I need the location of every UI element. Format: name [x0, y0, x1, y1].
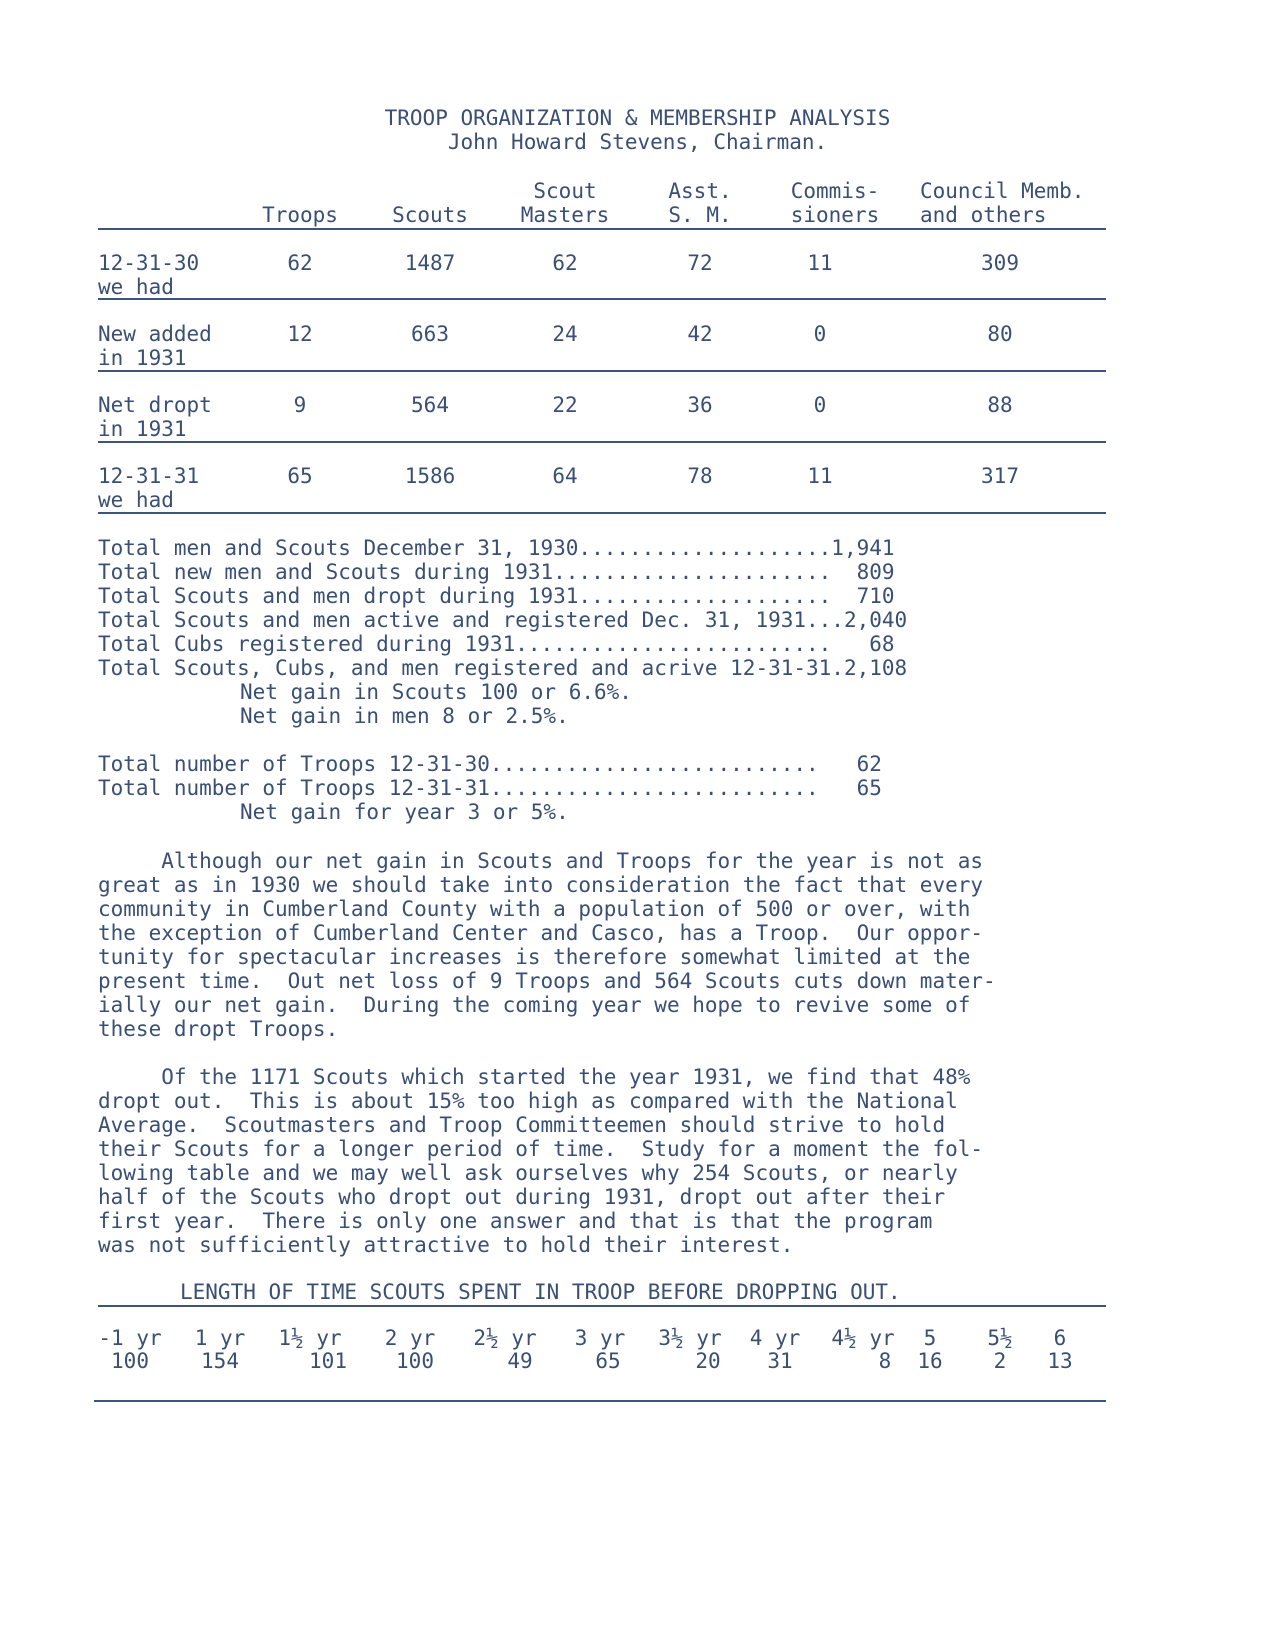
cell-commissioners: 11	[807, 251, 833, 275]
cell-scouts: 1487	[404, 251, 456, 275]
paragraph-line: was not sufficiently attractive to hold their interest.	[98, 1233, 794, 1257]
col-header-troops: Troops	[262, 203, 338, 227]
period-count: 100	[396, 1349, 434, 1373]
cell-scoutmasters: 22	[552, 393, 578, 417]
paragraph-line: first year. There is only one answer and that is that the program	[98, 1209, 933, 1233]
paragraph-line: Of the 1171 Scouts which started the year 1931, we find that 48%	[98, 1065, 971, 1089]
col-header-asst-sm-top: Asst.	[668, 179, 732, 203]
period-count: 8	[878, 1349, 892, 1373]
col-header-scoutmasters-bottom: Masters	[520, 203, 610, 227]
paragraph-line: lowing table and we may well ask ourselves why 254 Scouts, or nearly	[98, 1161, 958, 1185]
period-count: 20	[695, 1349, 721, 1373]
cell-council: 80	[987, 322, 1013, 346]
troop-net-gain-line: Net gain for year 3 or 5%.	[240, 800, 569, 824]
cell-council: 309	[981, 251, 1019, 275]
cell-scouts: 564	[411, 393, 449, 417]
col-header-scouts: Scouts	[392, 203, 468, 227]
period-count: 31	[767, 1349, 793, 1373]
cell-asst-sm: 72	[687, 251, 713, 275]
period-count: 65	[595, 1349, 621, 1373]
cell-commissioners: 0	[813, 322, 827, 346]
cell-scoutmasters: 24	[552, 322, 578, 346]
paragraph-line: great as in 1930 we should take into consideration the fact that every	[98, 873, 984, 897]
paragraph-line: tunity for spectacular increases is therefore somewhat limited at the	[98, 945, 971, 969]
table-bottom-rule	[98, 512, 1106, 514]
period-label: 4 yr	[749, 1326, 801, 1350]
col-header-commissioners-bottom: sioners	[790, 203, 880, 227]
cell-commissioners: 11	[807, 464, 833, 488]
net-gain-line: Net gain in Scouts 100 or 6.6%.	[240, 680, 632, 704]
row-rule	[98, 370, 1106, 372]
period-label: 6	[1053, 1326, 1067, 1350]
paragraph-line: Average. Scoutmasters and Troop Committeemen should strive to hold	[98, 1113, 946, 1137]
total-line: Total new men and Scouts during 1931...................... 809	[98, 560, 895, 584]
row-rule	[98, 298, 1106, 300]
cell-commissioners: 0	[813, 393, 827, 417]
cell-asst-sm: 42	[687, 322, 713, 346]
col-header-scoutmasters-top: Scout	[533, 179, 597, 203]
cell-scouts: 1586	[404, 464, 456, 488]
total-line: Total men and Scouts December 31, 1930....................1,941	[98, 536, 895, 560]
period-label: 4½ yr	[831, 1326, 895, 1350]
cell-troops: 65	[287, 464, 313, 488]
period-count: 100	[111, 1349, 149, 1373]
length-table-bottom-rule	[94, 1400, 1106, 1402]
cell-asst-sm: 36	[687, 393, 713, 417]
table-header-rule	[98, 228, 1106, 230]
row-label-sub: in 1931	[98, 417, 187, 441]
cell-troops: 9	[293, 393, 307, 417]
paragraph-line: these dropt Troops.	[98, 1017, 339, 1041]
period-label: 3 yr	[574, 1326, 626, 1350]
row-label-sub: in 1931	[98, 346, 187, 370]
paragraph-line: ially our net gain. During the coming year we hope to revive some of	[98, 993, 971, 1017]
length-table-title: LENGTH OF TIME SCOUTS SPENT IN TROOP BEFORE DROPPING OUT.	[180, 1280, 901, 1304]
net-gain-line: Net gain in men 8 or 2.5%.	[240, 704, 569, 728]
period-count: 16	[917, 1349, 943, 1373]
row-rule	[98, 441, 1106, 443]
total-line: Total Cubs registered during 1931......................... 68	[98, 632, 895, 656]
period-label: -1 yr	[98, 1326, 162, 1350]
paragraph-line: their Scouts for a longer period of time. Study for a moment the fol-	[98, 1137, 984, 1161]
period-count: 2	[993, 1349, 1007, 1373]
period-label: 3½ yr	[658, 1326, 722, 1350]
row-label: New added	[98, 322, 212, 346]
paragraph-line: the exception of Cumberland Center and Casco, has a Troop. Our oppor-	[98, 921, 984, 945]
paragraph-line: present time. Out net loss of 9 Troops and 564 Scouts cuts down mater-	[98, 969, 996, 993]
col-header-council-bottom: and others	[920, 203, 1047, 227]
cell-council: 88	[987, 393, 1013, 417]
cell-council: 317	[981, 464, 1019, 488]
troop-total-line: Total number of Troops 12-31-31.......................... 65	[98, 776, 882, 800]
paragraph-line: dropt out. This is about 15% too high as compared with the National	[98, 1089, 958, 1113]
period-label: 5½	[987, 1326, 1013, 1350]
paragraph-line: Although our net gain in Scouts and Troops for the year is not as	[98, 849, 984, 873]
row-label-sub: we had	[98, 275, 174, 299]
cell-troops: 12	[287, 322, 313, 346]
period-count: 101	[309, 1349, 347, 1373]
period-label: 1 yr	[194, 1326, 246, 1350]
row-label: 12-31-30	[98, 251, 200, 275]
cell-scoutmasters: 64	[552, 464, 578, 488]
cell-troops: 62	[287, 251, 313, 275]
period-count: 49	[507, 1349, 533, 1373]
col-header-asst-sm-bottom: S. M.	[668, 203, 732, 227]
period-label: 5	[923, 1326, 937, 1350]
row-label-sub: we had	[98, 488, 174, 512]
col-header-commissioners-top: Commis-	[790, 179, 880, 203]
period-count: 13	[1047, 1349, 1073, 1373]
col-header-council-top: Council Memb.	[920, 179, 1085, 203]
period-label: 2½ yr	[473, 1326, 537, 1350]
total-line: Total Scouts and men dropt during 1931.................... 710	[98, 584, 895, 608]
row-label: Net dropt	[98, 393, 212, 417]
document-subtitle: John Howard Stevens, Chairman.	[447, 130, 828, 154]
paragraph-line: half of the Scouts who dropt out during 1931, dropt out after their	[98, 1185, 946, 1209]
total-line: Total Scouts, Cubs, and men registered and acrive 12-31-31.2,108	[98, 656, 908, 680]
period-label: 2 yr	[384, 1326, 436, 1350]
cell-scouts: 663	[411, 322, 449, 346]
document-title: TROOP ORGANIZATION & MEMBERSHIP ANALYSIS	[384, 106, 891, 130]
cell-asst-sm: 78	[687, 464, 713, 488]
paragraph-line: community in Cumberland County with a population of 500 or over, with	[98, 897, 971, 921]
period-label: 1½ yr	[278, 1326, 342, 1350]
cell-scoutmasters: 62	[552, 251, 578, 275]
length-table-top-rule	[98, 1305, 1106, 1307]
troop-total-line: Total number of Troops 12-31-30.......................... 62	[98, 752, 882, 776]
total-line: Total Scouts and men active and registered Dec. 31, 1931...2,040	[98, 608, 908, 632]
row-label: 12-31-31	[98, 464, 200, 488]
period-count: 154	[201, 1349, 239, 1373]
